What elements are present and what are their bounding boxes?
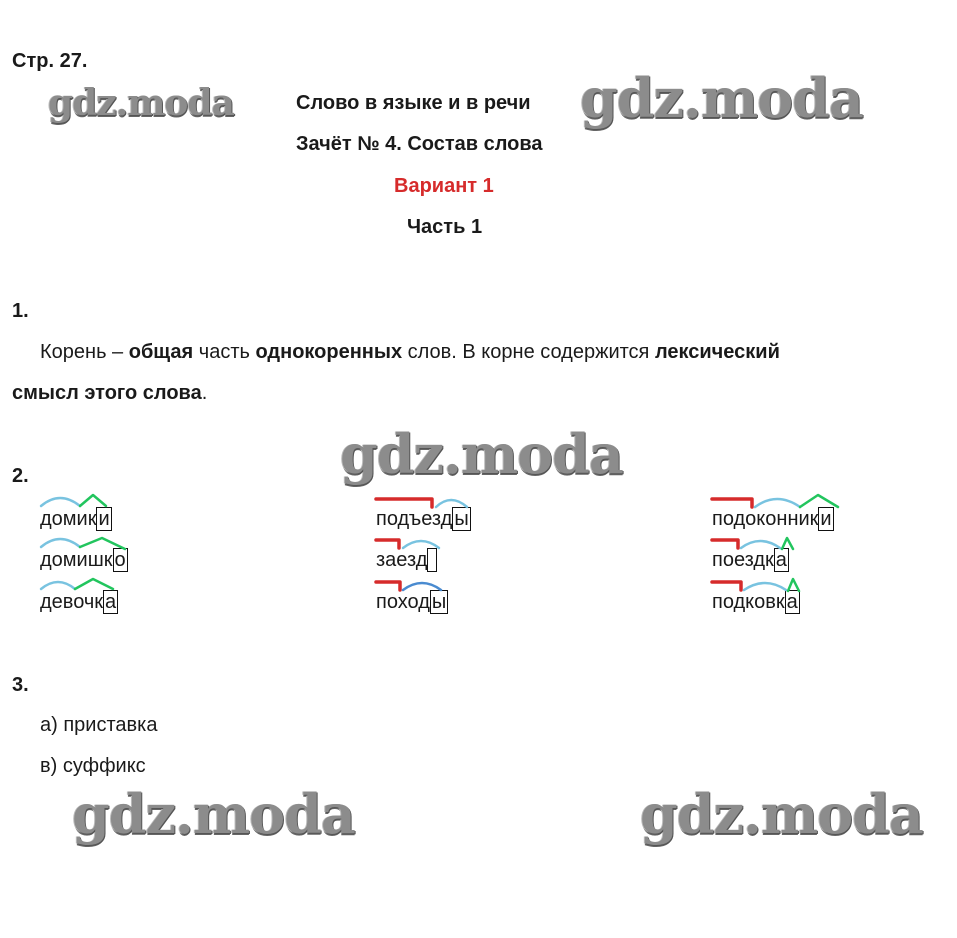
task-number: 3.	[12, 674, 29, 696]
ending-box: а	[105, 591, 117, 613]
prefix-mark	[376, 540, 399, 548]
section-title: Слово в языке и в речи	[296, 92, 531, 114]
prefix-mark	[712, 540, 738, 548]
word-item: заезд	[376, 547, 437, 573]
word-item: подковк а	[712, 591, 798, 613]
answer-item: а) приставка	[40, 714, 158, 736]
suffix-mark	[75, 579, 113, 589]
prefix-mark	[376, 499, 432, 507]
word-item: поездк а	[712, 549, 787, 571]
root-arc	[41, 539, 80, 547]
watermark-logo: gdz.moda	[72, 782, 355, 846]
prefix-mark	[712, 499, 752, 507]
part-label: Часть 1	[407, 216, 483, 238]
suffix-mark	[80, 538, 125, 549]
root-arc	[403, 583, 441, 590]
root-arc	[41, 582, 75, 589]
suffix-mark	[800, 495, 838, 507]
task-number: 1.	[12, 300, 29, 322]
word-item: домишк о	[40, 549, 126, 571]
task1-line2: смысл этого слова.	[12, 382, 208, 404]
task1-line1: Корень – общая часть однокоренных слов. В корне содержится лексический	[40, 341, 780, 363]
page-reference: Стр. 27.	[12, 50, 88, 72]
watermark-logo: gdz.moda	[580, 66, 863, 130]
watermark-logo: gdz.moda	[48, 82, 234, 124]
variant-label: Вариант 1	[394, 175, 494, 197]
root-arc	[755, 499, 800, 507]
suffix-mark	[80, 495, 106, 506]
ending-box: и	[820, 508, 832, 530]
ending-box: и	[98, 508, 110, 530]
prefix-mark	[376, 582, 400, 590]
answer-item: в) суффикс	[40, 755, 146, 777]
ending-box: ы	[454, 508, 469, 530]
ending-box: ы	[431, 591, 447, 613]
word-item: домик и	[40, 508, 110, 530]
root-arc	[436, 500, 467, 507]
suffix-mark	[788, 579, 799, 591]
test-title: Зачёт № 4. Состав слова	[296, 133, 543, 155]
task-number: 2.	[12, 465, 29, 487]
word-item: девочк а	[40, 591, 117, 613]
watermark-logo: gdz.moda	[640, 782, 923, 846]
root-arc	[744, 583, 786, 590]
word-item: подоконник и	[712, 508, 832, 530]
ending-box: а	[786, 591, 798, 613]
prefix-mark	[712, 582, 741, 590]
ending-box: а	[775, 549, 787, 571]
root-arc	[741, 541, 780, 548]
suffix-mark	[782, 538, 793, 549]
word-item: подъезд ы	[376, 508, 469, 530]
watermark-logo: gdz.moda	[340, 422, 623, 486]
word-item: поход ы	[376, 591, 447, 613]
ending-box: о	[114, 549, 126, 571]
root-arc	[403, 541, 439, 548]
root-arc	[41, 498, 80, 506]
